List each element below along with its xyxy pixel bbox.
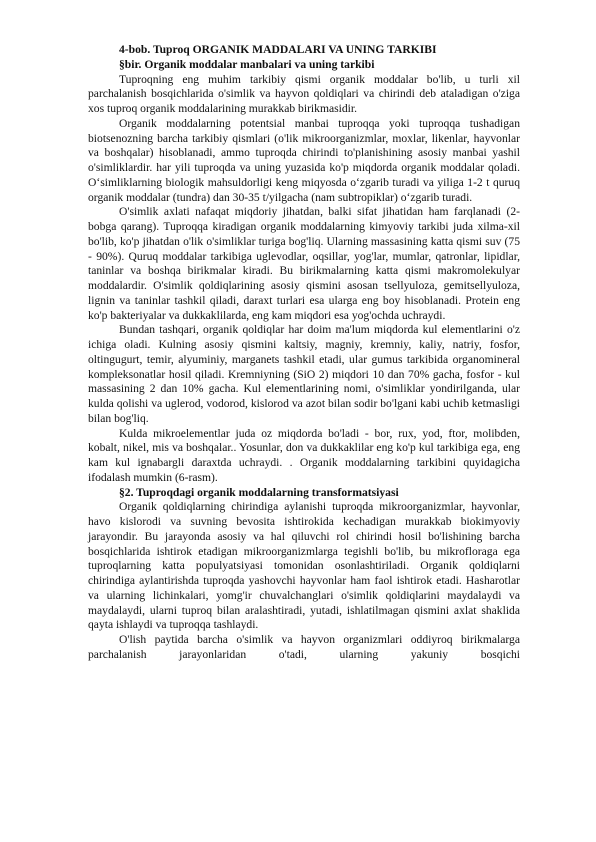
paragraph: Tuproqning eng muhim tarkibiy qismi organik moddalar bo'lib, u turli xil parchalanish bosqichlarida o'simlik va hayvon qoldiqlari va chirindi deb ataladigan o'ziga xos tuproq organik moddalarining murakkab birikmasidir. bbox=[88, 72, 520, 115]
paragraph: Bundan tashqari, organik qoldiqlar har doim ma'lum miqdorda kul elementlarini o'z ichiga oladi. Kulning asosiy qismini kaltsiy, magniy, kremniy, kaliy, natriy, fosfor, oltingugurt, temir, alyuminiy, marganets tashkil etadi, ular gumus tarkibida organomineral kompleksonatlar hosil qiladi. Kremniyning (SiO 2) miqdori 10 dan 70% gacha, fosfor - kul massasining 2 dan 10% gacha. Kul elementlarining nomi, o'simliklar yondirilganda, ular kulda qolishi va uglerod, vodorod, kislorod va azot bilan sodir bo'lgani kabi uchib ketmasligi bilan bog'liq. bbox=[88, 323, 520, 425]
chapter-title: 4-bob. Tuproq ORGANIK MADDALARI VA UNING TARKIBI bbox=[119, 43, 437, 56]
section-2-title: §2. Tuproqdagi organik moddalarning transformatsiyasi bbox=[119, 485, 399, 499]
document-page bbox=[88, 43, 520, 663]
paragraph: O'simlik axlati nafaqat miqdoriy jihatdan, balki sifat jihatidan ham farqlanadi (2-bobga qarang). Tuproqqa kiradigan organik moddalarning kimyoviy tarkibi juda xilma-xil bo'lib, ko'p jihatdan o'lik o'simliklar turiga bog'liq. Ularning massasining katta qismi suv (75 - 90%). Quruq moddalar tarkibiga uglevodlar, oqsillar, yog'lar, mumlar, qatronlar, lipidlar, taninlar va boshqa birikmalar kiradi. Bu birikmalarning katta qismi makromolekulyar moddalardir. O'simlik qoldiqlarining asosiy qismini asosan tsellyuloza, gemitsellyuloza, lignin va taninlar tashkil qiladi, daraxt turlari esa ularga eng boy hisoblanadi. Protein eng ko'p bakteriyalar va dukkaklilarda, eng kam miqdori esa yog'ochda uchraydi. bbox=[88, 205, 520, 322]
paragraph: O'lish paytida barcha o'simlik va hayvon organizmlari oddiyroq birikmalarga parchalanish jarayonlaridan o'tadi, ularning yakuniy bosqichi bbox=[88, 633, 520, 661]
section-1-title: §bir. Organik moddalar manbalari va uning tarkibi bbox=[119, 57, 375, 71]
paragraph: Organik qoldiqlarning chirindiga aylanishi tuproqda mikroorganizmlar, hayvonlar, havo kislorodi va suvning bevosita ishtirokida kechadigan murakkab biokimyoviy jarayondir. Bu jarayonda asosiy va hal qiluvchi rol chirindi hosil bo'lishining barcha bosqichlarida ishtirok etadigan mikroorganizmlarga tegishli bo'lib, bu mikrofloraga ega tuproqlarning katta populyatsiyasi tomonidan osonlashtiriladi. Organik qoldiqlarni chirindiga aylantirishda tuproqda yashovchi hayvonlar ham faol ishtirok etadi. Hasharotlar va ularning lichinkalari, yomg'ir chuvalchanglari o'simlik qoldiqlarini maydalaydi va maydalaydi, ularni tuproq bilan aralashtiradi, yutadi, ishlatilmagan qismini axlat shaklida qayta ishlaydi va tuproqqa tashlaydi. bbox=[88, 500, 520, 632]
paragraph: Kulda mikroelementlar juda oz miqdorda bo'ladi - bor, rux, yod, ftor, molibden, kobalt, nikel, mis va boshqalar.. Yosunlar, don va dukkaklilar eng ko'p kul tarkibiga ega, eng kam kul ignabargli daraxtda uchraydi. . Organik moddalarning tarkibini quyidagicha ifodalash mumkin (6-rasm). bbox=[88, 426, 520, 484]
paragraph: Organik moddalarning potentsial manbai tuproqqa yoki tuproqqa tushadigan biotsenozning barcha tarkibiy qismlari (o'lik mikroorganizmlar, moxlar, likenlar, hayvonlar va boshqalar) hisoblanadi, ammo tuproqda chirindi to'planishining asosiy manbai yashil o'simliklardir. har yili tuproqda va uning yuzasida ko'p miqdorda organik moddalar qoladi. O‘simliklarning biologik mahsuldorligi keng miqyosda o‘zgarib turadi va yiliga 1-2 t quruq organik moddalar (tundra) dan 30-35 t/yilgacha (nam subtropiklar) o‘zgarib turadi. bbox=[88, 116, 520, 204]
